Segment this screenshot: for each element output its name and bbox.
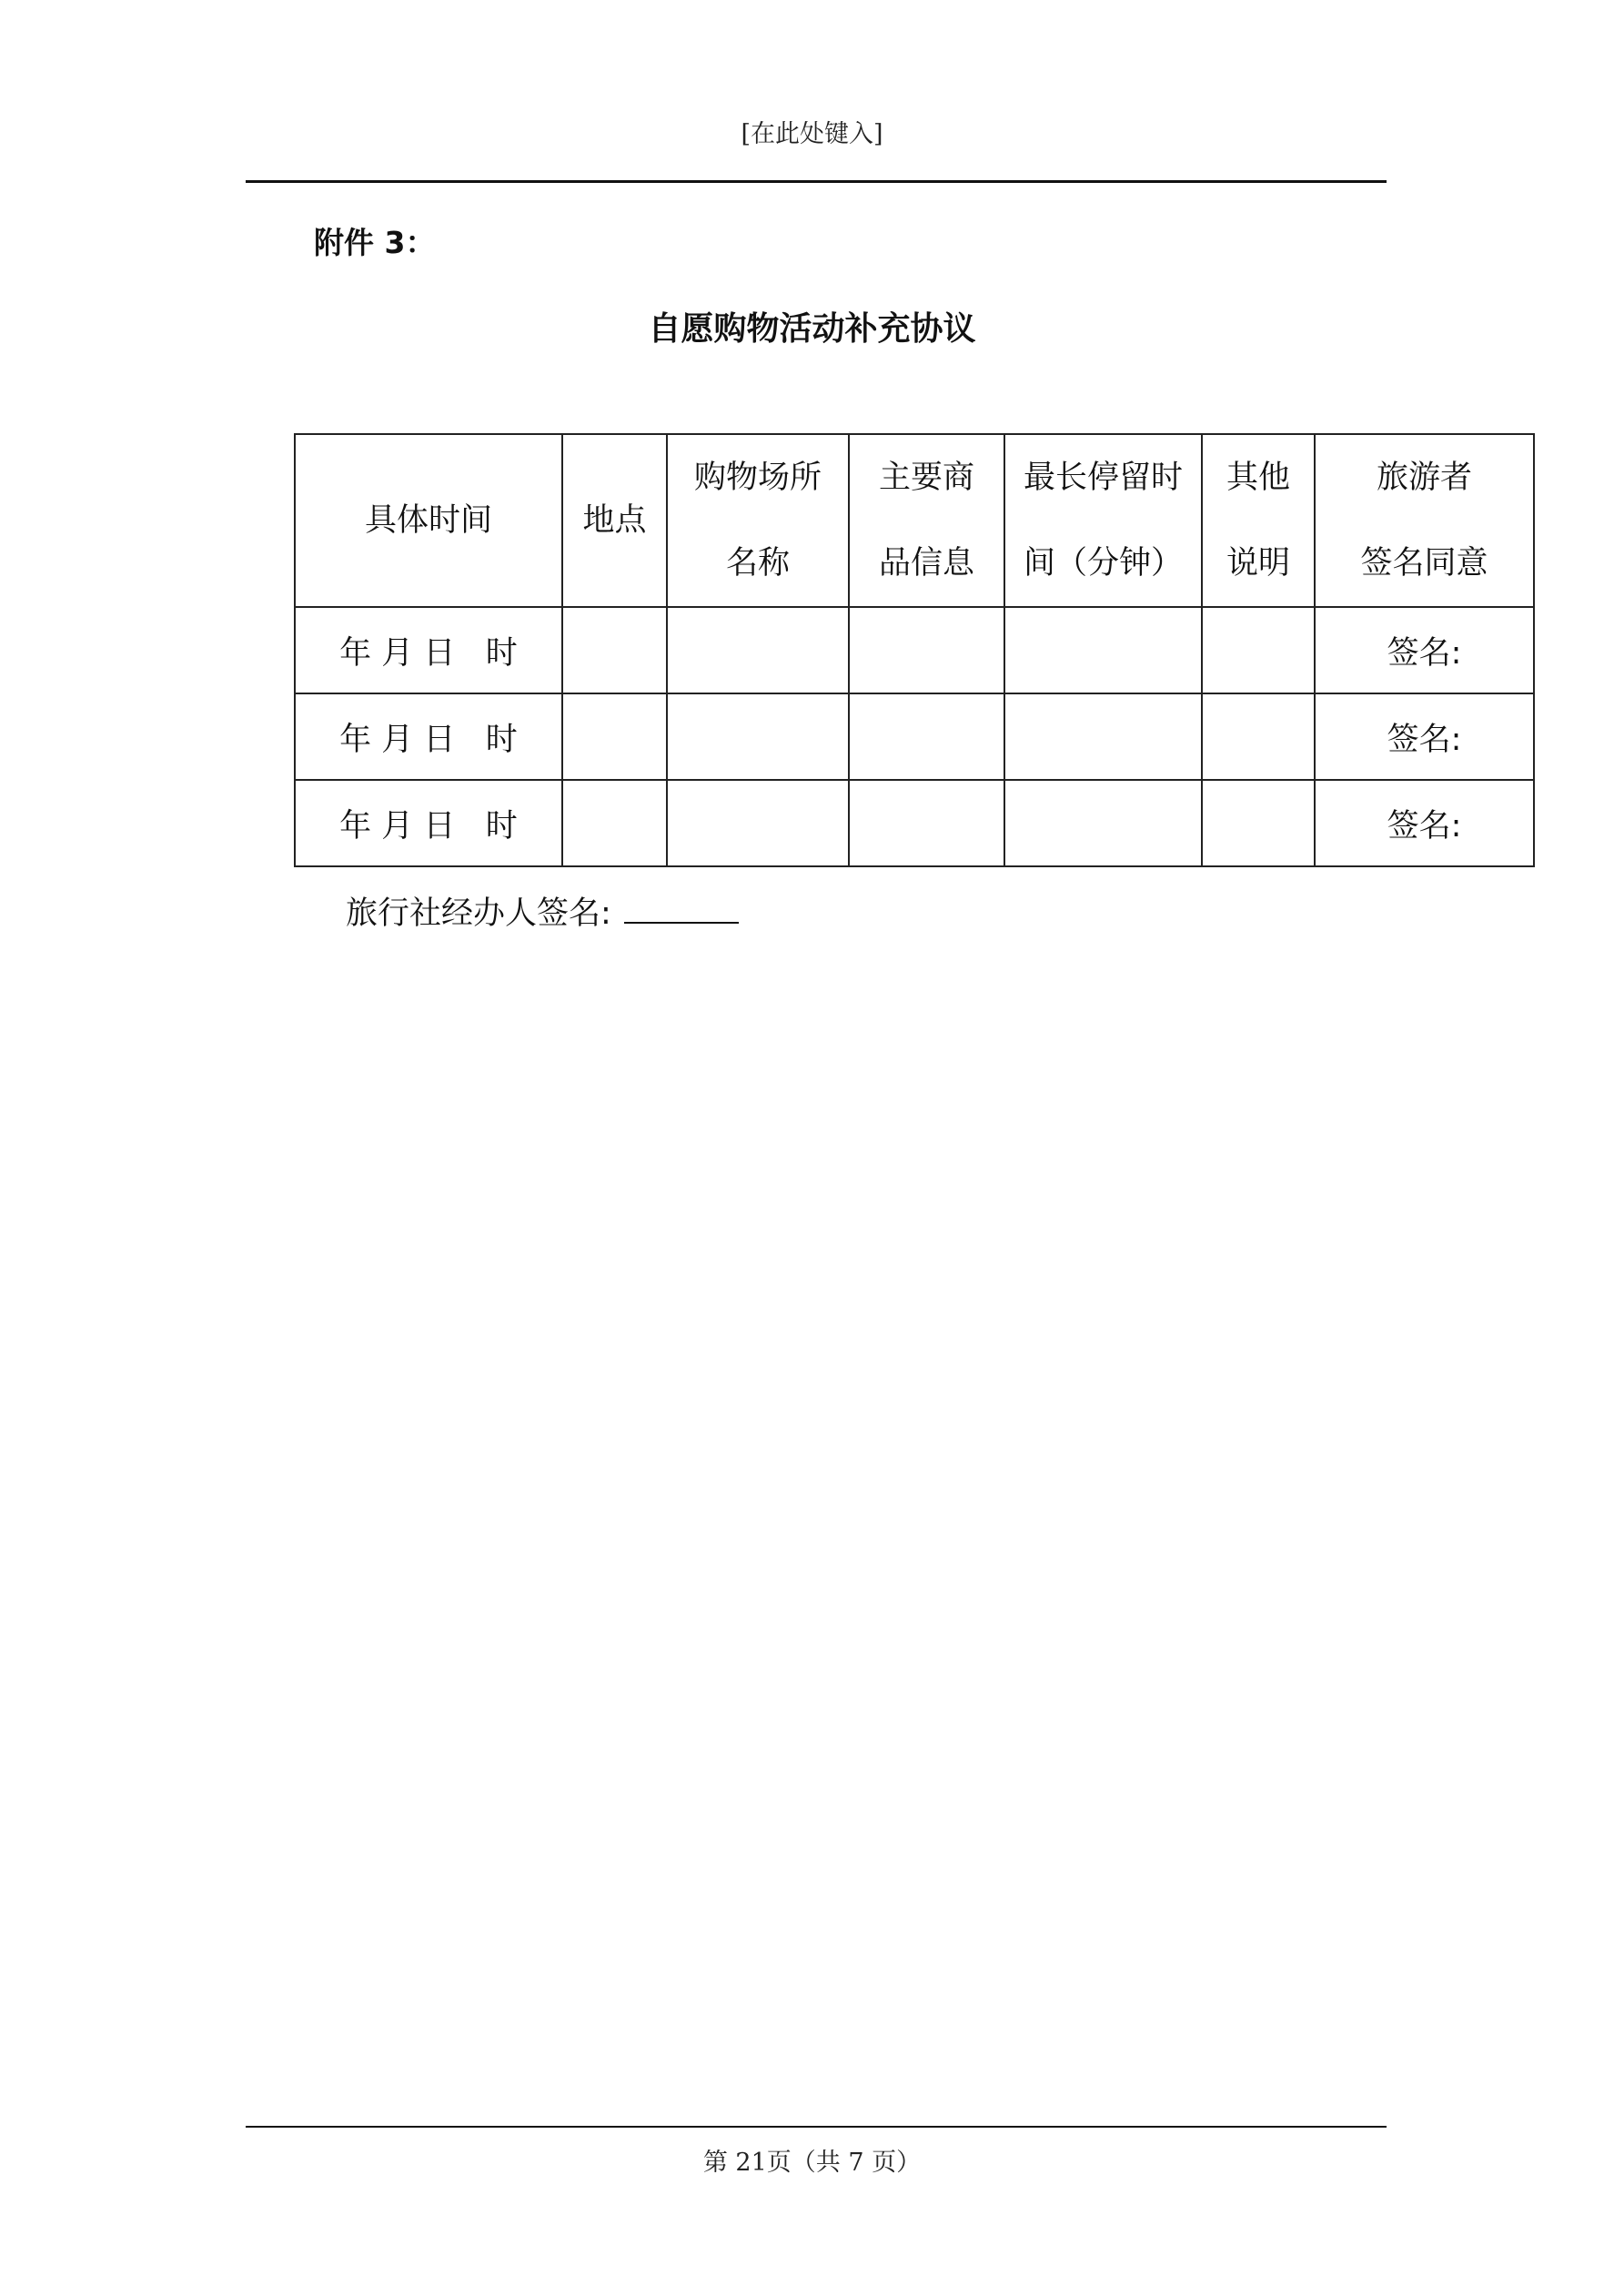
header-goods-info-line1: 主要商 [878,460,974,496]
header-shop-name-line2: 名称 [725,545,790,582]
date-cell[interactable]: 年 月 日 时 [295,780,562,866]
shop-name-cell[interactable] [667,607,849,693]
header-max-stay-line2: 间（分钟） [1023,545,1183,582]
other-notes-cell[interactable] [1202,607,1315,693]
table-row [295,693,1534,780]
shop-name-cell[interactable] [667,693,849,780]
header-other-notes-line1: 其他 [1226,460,1290,496]
header-time-line1: 具体时间 [364,502,492,539]
page-header: [在此处键入] [741,120,883,148]
signature-cell[interactable]: 签名: [1315,693,1534,780]
header-location [562,434,667,607]
header-goods-info-line2: 品信息 [878,545,974,582]
header-shop-name-line1: 购物场所 [693,460,822,496]
header-max-stay-line1: 最长停留时 [1023,460,1183,496]
location-cell[interactable] [562,607,667,693]
signature-cell[interactable]: 签名: [1315,607,1534,693]
attachment-label: 附件 3： [314,225,436,260]
table-row [295,780,1534,866]
table-header-row [295,434,1534,607]
footer-rule [246,2126,1387,2128]
date-cell[interactable]: 年 月 日 时 [295,607,562,693]
max-stay-cell[interactable] [1004,607,1202,693]
header-time [295,434,562,607]
other-notes-cell[interactable] [1202,693,1315,780]
shop-name-cell[interactable] [667,780,849,866]
location-cell[interactable] [562,780,667,866]
header-tourist-consent [1315,434,1534,607]
agent-signature-label: 旅行社经办人签名: [346,895,611,932]
header-goods-info [849,434,1004,607]
agent-signature-blank[interactable] [624,893,739,924]
document-title: 自愿购物活动补充协议 [648,310,976,348]
goods-info-cell[interactable] [849,780,1004,866]
header-tourist-consent-line2: 签名同意 [1360,545,1488,582]
table-row [295,607,1534,693]
header-rule [246,180,1387,183]
max-stay-cell[interactable] [1004,780,1202,866]
page-footer: 第 21页（共 7 页） [702,2149,922,2177]
header-other-notes [1202,434,1315,607]
header-max-stay [1004,434,1202,607]
location-cell[interactable] [562,693,667,780]
header-location-line1: 地点 [582,502,647,539]
goods-info-cell[interactable] [849,607,1004,693]
header-tourist-consent-line1: 旅游者 [1376,460,1472,496]
header-shop-name [667,434,849,607]
agent-signature-line [346,888,739,934]
signature-cell[interactable]: 签名: [1315,780,1534,866]
shopping-agreement-table [294,433,1535,867]
header-other-notes-line2: 说明 [1226,545,1290,582]
max-stay-cell[interactable] [1004,693,1202,780]
goods-info-cell[interactable] [849,693,1004,780]
other-notes-cell[interactable] [1202,780,1315,866]
date-cell[interactable]: 年 月 日 时 [295,693,562,780]
